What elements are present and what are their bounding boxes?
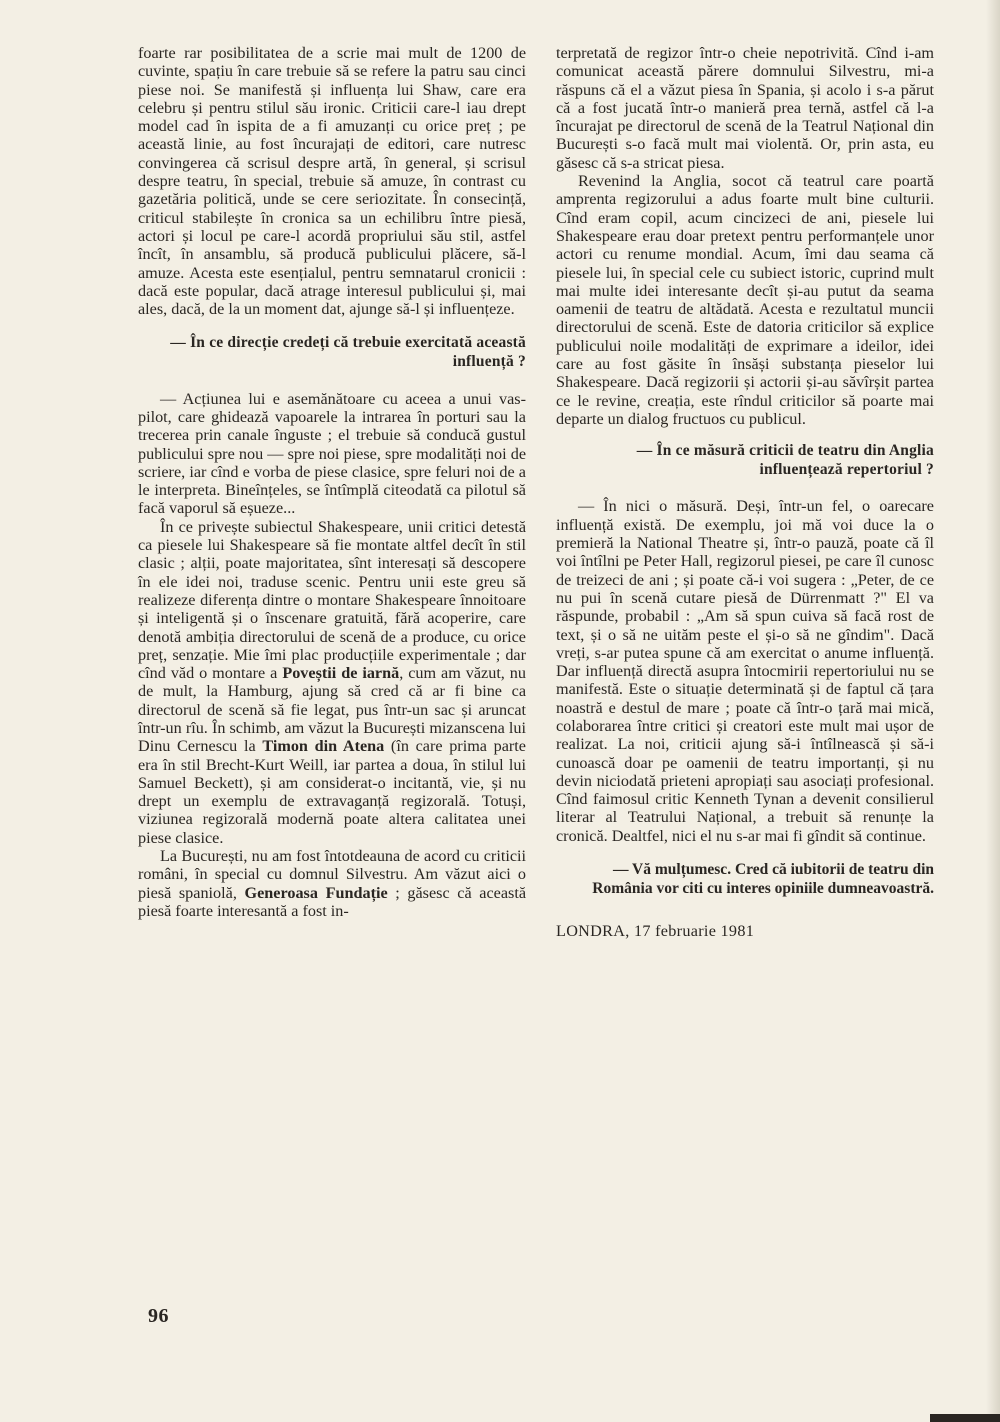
scan-edge-mark: [930, 1414, 1000, 1422]
right-column: [556, 44, 934, 941]
interview-answer: — În nici o măsură. Deși, într-un fel, o oarecare influență există. De exemplu, joi mă voi duce la o premieră la National Theatre și, într-o pauză, poate că îl voi întîlni pe Peter Hall, regizorul piesei, pe care îl cunosc de treizeci de ani ; și poate că-i voi sugera : „Peter, de ce nu pui în scenă cutare piesă de Dürrenmatt ?" El va răspunde, probabil : „Am să spun cuiva să facă rost de text, și o să ne uităm peste el și-o să ne gîndim". Dacă vreți, s-ar putea spune că am exercitat o anume influență. Dar influență directă asupra întocmirii repertoriului nu se manifestă. Este o situație determinată și de faptul că țara noastră e destul de mare ; poate că într-o țară mai mică, colaborarea între critici și creatori este mult mai ușor de realizat. La noi, criticii ajung să-i întîlnească și să-i cunoască doar pe oamenii de teatru importanți, și nu devin niciodată prieteni apropiați sau asociați profesional. Cînd faimosul critic Kenneth Tynan a devenit consilierul literar al Teatrului Național, a trebuit să renunțe la cronică. Dealtfel, nici el nu s-ar mai fi gîndit să continue.: [556, 497, 934, 845]
play-title: Poveștii de iarnă: [282, 664, 400, 683]
paragraph-continued: terpretată de regizor într-o cheie nepotrivită. Cînd i-am comunicat această părere domnului Silvestru, mi-a răspuns că el a văzut piesa în Spania, și acolo i s-a părut că a fost jucată într-o manieră prea ternă, astfel că l-a încurajat pe directorul de scenă de la Teatrul Național din București s-o facă mult mai violentă. Or, prin asta, eu găsesc că s-a stricat piesa.: [556, 44, 934, 172]
text-run: ; găsesc că această piesă foarte interesantă a fost in-: [138, 883, 527, 920]
dateline: LONDRA, 17 februarie 1981: [556, 922, 755, 941]
text-run: (în care prima parte era în stil Brecht-Kurt Weill, iar partea a doua, în stilul lui Samuel Beckett), și am considerat-o incitantă, vie, și nu drept un exemplu de extravaganță regizorală. Totuși, viziunea regizorală modernă poate altera calitatea unei piese clasice.: [138, 737, 526, 847]
paragraph-shakespeare: [138, 518, 526, 847]
left-column: [138, 44, 526, 920]
paragraph-england: Revenind la Anglia, socot că teatrul care poartă amprenta regizorului a adus foarte mult bine culturii. Cînd eram copil, acum cincizeci de ani, piesele lui Shakespeare erau doar pretext pentru performanțele unor actori cu renume mondial. Acum, îmi dau seama că piesele lui, în special cele cu subiect istoric, cuprind mult mai multe idei interesante decît și-au putut da seama oamenii de teatru de altădată. Acesta e rezultatul muncii directorului de scenă. Este de datoria criticilor să explice publicului noile modalități de exprimare a ideilor, idei care au fost găsite în însăși substanța pieselor lui Shakespeare. Dacă regizorii și actorii și-au săvîrșit partea ce le revine, creația, este rîndul criticilor să poarte mai departe un dialog fructuos cu publicul.: [556, 172, 934, 428]
paragraph-bucharest: [138, 847, 526, 920]
paragraph-continued: foarte rar posibilitatea de a scrie mai mult de 1200 de cuvinte, spațiu în care trebuie să se refere la patru sau cinci piese noi. Se manifestă și influența lui Shaw, care era celebru și pentru stilul său ironic. Criticii care-l iau drept model cad în ispita de a fi amuzanți cu orice preț ; pe această linie, au fost încurajați de editori, care nutresc convingerea că scrisul despre artă, în general, și scrisul despre teatru, în special, trebuie să amuze, în contrast cu gazetăria politică, unde se cere seriozitate. În consecință, criticul stabilește în cronica sa un echilibru între piesă, actori și locul pe care-l acordă propriului său stil, astfel încît, în ansamblu, să producă publicului plăcere, să-l amuze. Acesta este esențialul, pentru semnatarul cronicii : dacă este popular, dacă atrage interesul publicului și, mai ales, dacă, de la un moment dat, ajunge să-l și influențeze.: [138, 44, 526, 319]
text-run: , cum am văzut, nu de mult, la Hamburg, ajung să cred că ar fi bine ca directorul de scenă să fie legat, pus într-un sac și aruncat într-un rîu. În schimb, am văzut la București mizanscena lui Dinu Cernescu la: [138, 664, 526, 756]
play-title: Generoasa Fundație: [244, 883, 388, 902]
interview-answer: — Acțiunea lui e asemănătoare cu aceea a unui vas-pilot, care ghidează vapoarele la intrarea în porturi sau la trecerea prin canale înguste ; el trebuie să conducă gustul publicului spre nou — spre noi piese, spre modalități noi de scriere, iar cînd e vorba de piese clasice, spre feluri noi de a le interpreta. Bineînțeles, se întîmplă citeodată ca pilotul să facă vaporul să eșueze...: [138, 389, 526, 518]
play-title: Timon din Atena: [262, 737, 385, 756]
interview-question: — În ce măsură criticii de teatru din Anglia influențează repertoriul ?: [636, 442, 934, 478]
closing-remark: — Vă mulțumesc. Cred că iubitorii de teatru din România vor citi cu interes opiniile dumneavoastră.: [592, 861, 934, 897]
interview-question: — În ce direcție credeți că trebuie exercitată această influență ?: [170, 334, 526, 371]
page-number: 96: [148, 1305, 169, 1327]
text-run: La București, nu am fost întotdeauna de acord cu criticii români, în special cu domnul Silvestru. Am văzut aici o piesă spaniolă,: [138, 847, 526, 902]
page-edge-shadow: [986, 0, 1000, 1422]
text-run: În ce privește subiectul Shakespeare, unii critici detestă ca piesele lui Shakespeare să fie montate altfel decît în stil clasic ; alții, poate majoritatea, sînt interesați să descopere în ele idei noi, traduse scenic. Pentru unii este greu să realizeze diferența dintre o montare Shakespeare înnoitoare și inteligentă și o înscenare gratuită, fără acoperire, care denotă ambiția directorului de scenă de a produce, cu orice preț, senzație. Mie îmi plac producțiile experimentale ; dar cînd văd o montare a: [138, 517, 526, 683]
